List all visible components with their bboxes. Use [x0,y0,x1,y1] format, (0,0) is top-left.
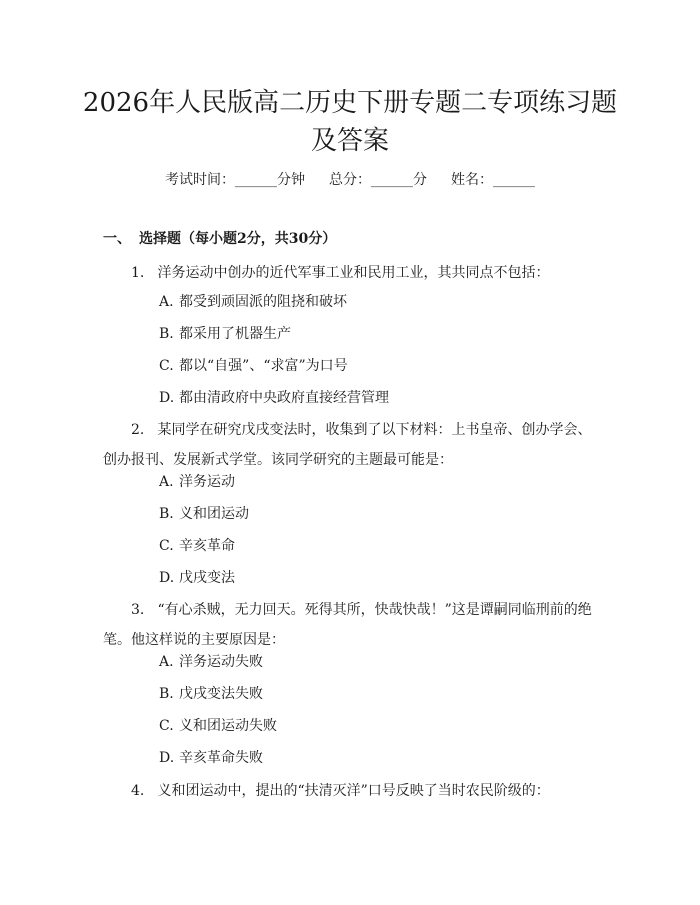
option-letter: D. [159,390,175,406]
page-title: 2026年人民版高二历史下册专题二专项练习题及答案 [82,88,618,156]
option-text: 都以“自强”、“求富”为口号 [179,358,348,374]
question-1-option-d [159,388,389,408]
question-number: 4. [131,783,145,799]
question-2-option-a [159,472,235,492]
question-number: 1. [131,265,145,281]
option-text: 戊戌变法失败 [179,686,263,702]
question-2-option-c [159,536,235,556]
option-text: 辛亥革命失败 [179,750,263,766]
option-text: 义和团运动失败 [179,718,277,734]
question-3-option-b [159,684,263,704]
exam-time-field: 考试时间：______分钟 [165,172,305,188]
option-text: 戊戌变法 [179,570,235,586]
question-3-option-c [159,716,277,736]
question-3 [103,595,600,655]
option-letter: B. [159,326,174,342]
section-heading [103,229,336,249]
option-letter: D. [159,750,175,766]
question-number: 3. [131,602,145,618]
question-text: 洋务运动中创办的近代军事工业和民用工业，其共同点不包括： [157,265,550,281]
option-letter: C. [159,538,174,554]
option-text: 都采用了机器生产 [179,326,291,342]
option-letter: A. [159,474,174,490]
option-letter: B. [159,506,174,522]
option-text: 洋务运动 [179,474,235,490]
exam-info [0,170,700,190]
option-letter: C. [159,718,174,734]
question-2-option-b [159,504,249,524]
option-text: 义和团运动 [179,506,249,522]
option-letter: A. [159,294,174,310]
option-text: 都受到顽固派的阻挠和破坏 [179,294,347,310]
option-letter: C. [159,358,174,374]
question-2-option-d [159,568,235,588]
question-1-option-a [159,292,347,312]
question-number: 2. [131,422,145,438]
question-1-option-c [159,356,348,376]
section-title: 选择题（每小题2分，共30分） [139,231,337,247]
question-text: 某同学在研究戊戌变法时，收集到了以下材料：上书皇帝、创办学会、创办报刊、发展新式学堂。该同学研究的主题最可能是： [103,422,592,468]
question-1 [103,258,600,288]
student-name-field: 姓名：______ [451,172,535,188]
question-3-option-a [159,652,263,672]
total-score-field: 总分：______分 [329,172,427,188]
section-number: 一、 [103,231,131,247]
question-text: 义和团运动中，提出的“扶清灭洋”口号反映了当时农民阶级的： [157,783,550,799]
option-text: 洋务运动失败 [179,654,263,670]
option-letter: D. [159,570,175,586]
question-3-option-d [159,748,263,768]
option-letter: A. [159,654,174,670]
option-text: 辛亥革命 [179,538,235,554]
option-text: 都由清政府中央政府直接经营管理 [179,390,389,406]
question-2 [103,415,600,475]
question-1-option-b [159,324,291,344]
question-text: “有心杀贼，无力回天。死得其所，快哉快哉！”这是谭嗣同临刑前的绝笔。他这样说的主要原因是： [103,602,592,648]
option-letter: B. [159,686,174,702]
question-4 [103,776,600,806]
